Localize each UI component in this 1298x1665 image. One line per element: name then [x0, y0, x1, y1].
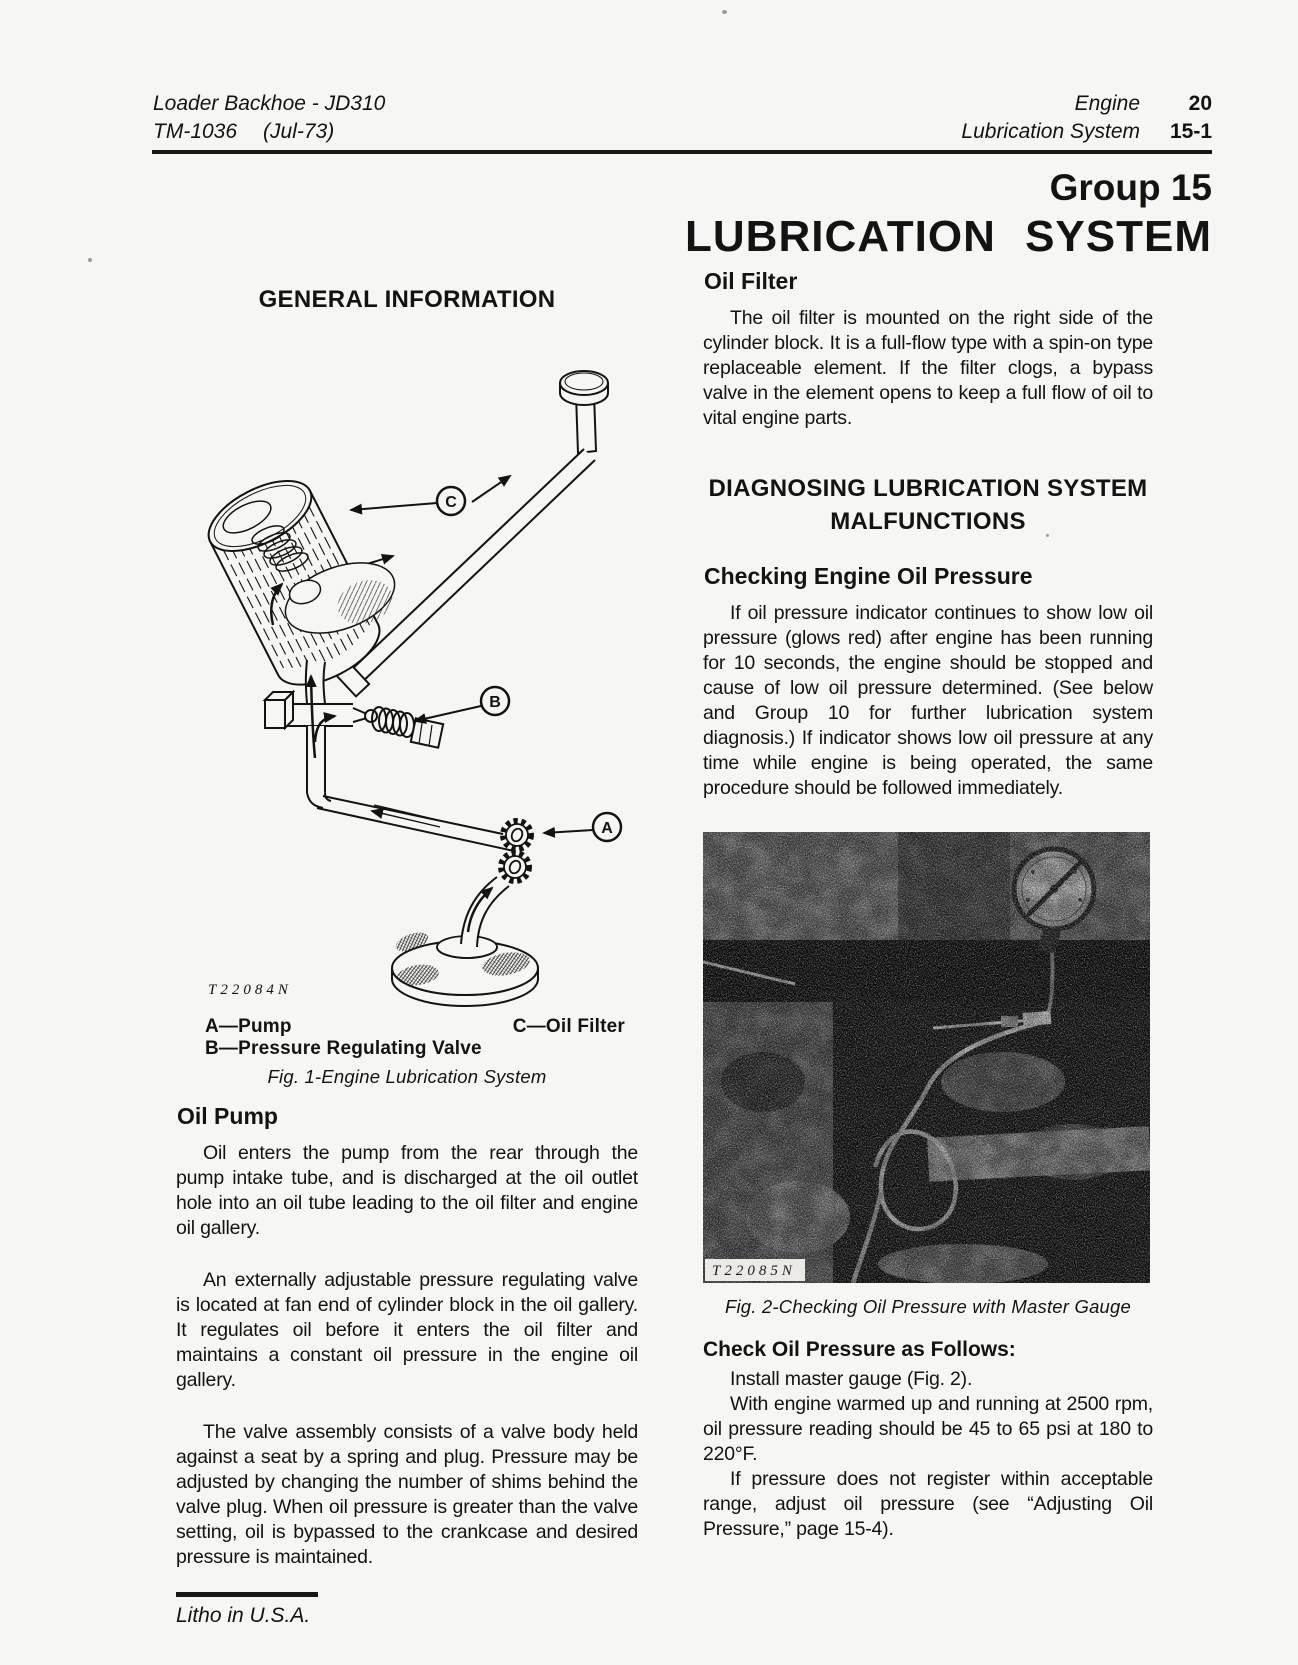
diagnosing-heading-line2: MALFUNCTIONS	[830, 508, 1026, 535]
figure-1-caption: Fig. 1-Engine Lubrication System	[267, 1066, 547, 1087]
group-name-title: LUBRICATION SYSTEM	[685, 212, 1212, 261]
callout-c-label: C	[445, 494, 457, 511]
oil-pump-paragraph: An externally adjustable pressure regulating valve is located at fan end of cylinder block in the oil gallery. It regulates oil before it enters the oil filter and maintains a constant oil pressure in the engine oil gallery.	[176, 1269, 638, 1391]
header-tm-number: TM-1036	[153, 120, 238, 143]
general-information-heading: GENERAL INFORMATION	[258, 286, 556, 313]
procedure-step: With engine warmed up and running at 2500 rpm, oil pressure reading should be 45 to 65 psi at 180 to 220°F.	[703, 1393, 1153, 1465]
oil-pump-heading: Oil Pump	[177, 1103, 278, 1129]
procedure-step: If pressure does not register within acceptable range, adjust oil pressure (see “Adjusting Oil Pressure,” page 15-4).	[703, 1468, 1153, 1540]
header-section-page: 20	[1188, 92, 1212, 115]
figure-1-legend	[205, 1016, 625, 1060]
figure-1-image-id: T22084N	[208, 982, 292, 998]
figure-2-image-id: T22085N	[712, 1263, 796, 1279]
checking-paragraph: If oil pressure indicator continues to show low oil pressure (glows red) after engine has been running for 10 seconds, the engine should be stopped and cause of low oil pressure determined. (See below and Group 10 for further lubrication system diagnosis.) If indicator shows low oil pressure at any time while engine is being operated, the same procedure should be followed immediately.	[703, 602, 1153, 799]
header-group-page: 15-1	[1169, 120, 1212, 143]
figure-2-caption: Fig. 2-Checking Oil Pressure with Master Gauge	[724, 1296, 1132, 1317]
diagnosing-heading	[703, 472, 1153, 538]
legend-a: A—Pump	[205, 1016, 292, 1037]
footer-rule	[176, 1592, 318, 1597]
callout-a-leader	[544, 830, 593, 833]
header-model: Loader Backhoe - JD310	[153, 92, 386, 115]
oil-filter-paragraph: The oil filter is mounted on the right side of the cylinder block. It is a full-flow type with a spin-on type replaceable element. If the filter clogs, a bypass valve in the element opens to keep a full flow of oil to vital engine parts.	[703, 307, 1153, 429]
oil-pump-paragraph: The valve assembly consists of a valve body held against a seat by a spring and plug. Pressure may be adjusted by changing the number of shims behind the valve plug. When oil pressure is greater than the valve setting, oil is bypassed to the crankcase and desired pressure is maintained.	[176, 1421, 638, 1568]
junction-flange	[265, 700, 285, 728]
check-procedure-steps	[703, 1367, 1153, 1542]
scan-speck	[1046, 534, 1049, 537]
header-group-row	[792, 118, 1212, 146]
page-header-left	[153, 90, 673, 146]
header-section-label: Engine	[1074, 92, 1140, 115]
callout-a-label: A	[601, 820, 613, 837]
callout-b-leader	[415, 706, 481, 721]
oil-pump-text	[176, 1141, 638, 1597]
oil-filter-text	[703, 306, 1153, 458]
header-rule	[152, 150, 1212, 154]
valve-plug	[411, 718, 443, 747]
legend-b: B—Pressure Regulating Valve	[205, 1038, 482, 1059]
callout-b-label: B	[489, 694, 501, 711]
footer-litho: Litho in U.S.A.	[176, 1604, 311, 1627]
diagnosing-heading-line1: DIAGNOSING LUBRICATION SYSTEM	[708, 475, 1148, 502]
oil-pump-paragraph: Oil enters the pump from the rear through the pump intake tube, and is discharged at the oil outlet hole into an oil tube leading to the oil filter and engine oil gallery.	[176, 1142, 638, 1239]
flow-arrow	[472, 476, 510, 502]
procedure-step: Install master gauge (Fig. 2).	[730, 1368, 973, 1390]
pump-gear-lower	[501, 853, 529, 881]
pump-gear-upper	[503, 821, 531, 849]
header-tm-line	[153, 118, 673, 146]
legend-c: C—Oil Filter	[512, 1016, 625, 1037]
page-header-right	[792, 90, 1212, 146]
scan-speck	[722, 10, 727, 14]
group-title-block	[512, 166, 1212, 262]
figure-1-engine-lubrication-diagram	[165, 330, 635, 1020]
scan-speck	[88, 258, 92, 262]
check-procedure-heading: Check Oil Pressure as Follows:	[703, 1338, 1016, 1361]
figure-2-photo	[703, 832, 1150, 1283]
oil-filter-heading: Oil Filter	[704, 268, 798, 294]
header-tm-date: (Jul-73)	[263, 120, 335, 143]
header-section-row	[792, 90, 1212, 118]
group-number-title: Group 15	[1049, 167, 1212, 208]
callout-c-leader	[351, 503, 437, 510]
checking-oil-pressure-text	[703, 601, 1153, 828]
valve-spring	[372, 707, 414, 737]
checking-oil-pressure-heading: Checking Engine Oil Pressure	[704, 563, 1033, 589]
header-group-label: Lubrication System	[961, 120, 1140, 143]
